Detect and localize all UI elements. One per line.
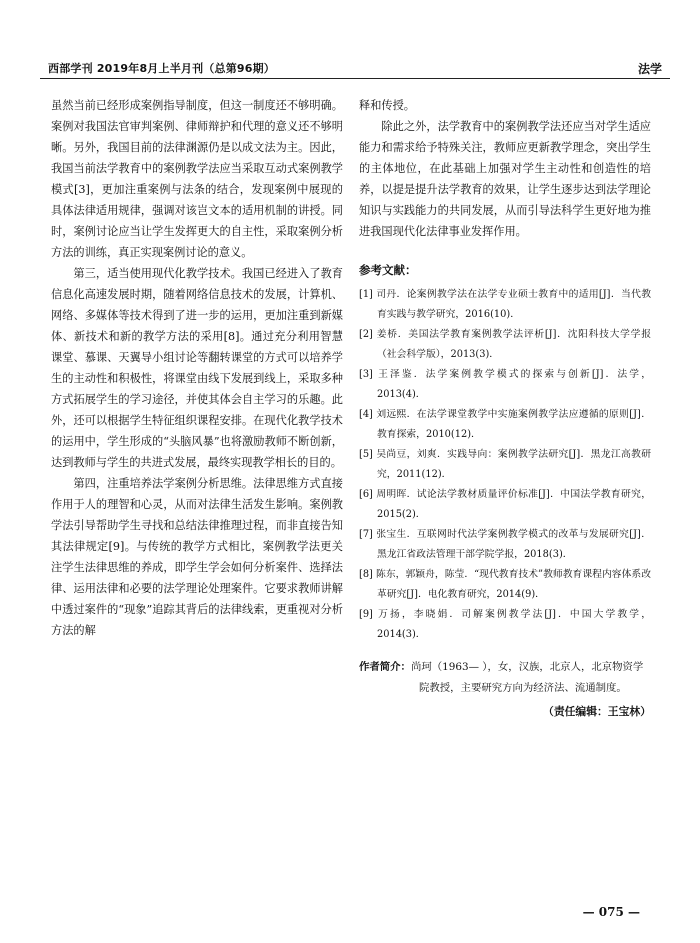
author-line-2: 院教授，主要研究方向为经济法、流通制度。 bbox=[419, 682, 627, 694]
left-column bbox=[51, 95, 343, 641]
journal-title: 西部学刊 2019年8月上半月刊（总第96期） bbox=[48, 62, 276, 75]
author-bio bbox=[359, 657, 651, 699]
references-title: 参考文献： bbox=[359, 263, 417, 277]
reference-item: [5] 吴尚豆，刘爽．实践导向：案例教学法研究[J]．黑龙江高教研究，2011(12)． bbox=[359, 449, 651, 480]
section-name: 法学 bbox=[637, 62, 662, 76]
body-paragraph: 第三，适当使用现代化教学技术。我国已经进入了教育信息化高速发展时期，随着网络信息技术的发展，计算机、网络、多媒体等技术得到了进一步的运用，更加注重到新媒体、新技术和新的教学方法的采用[8]。通过充分利用智慧课堂、慕课、天翼导小组讨论等翻转课堂的方式可以培养学生的主动性和积极性，将课堂由线下发展到线上，采取多种方式拓展学生的学习途径，并使其体会自主学习的乐趣。此外，还可以根据学生特征组织课程安排。在现代化教学技术的运用中，学生形成的“头脑风暴”也将激励教师不断创新，达到教师与学生的共进式发展，最终实现教学相长的目的。 bbox=[51, 267, 343, 469]
header-rule bbox=[40, 78, 670, 79]
body-paragraph: 释和传授。 bbox=[359, 99, 415, 112]
reference-item: [7] 张宝生．互联网时代法学案例教学模式的改革与发展研究[J]．黑龙江省政法管理干部学院学报，2018(3)． bbox=[359, 529, 651, 560]
page-header bbox=[40, 58, 670, 78]
reference-item: [9] 万扬，李晓娟．司解案例教学法[J]．中国大学教学，2014(3)． bbox=[359, 609, 651, 640]
body-paragraph: 虽然当前已经形成案例指导制度，但这一制度还不够明确。案例对我国法官审判案例、律师辩护和代理的意义还不够明晰。另外，我国目前的法律渊源仍是以成文法为主。因此，我国当前法学教育中的案例教学法应当采取互动式案例教学模式[3]，更加注重案例与法条的结合，发现案例中展现的具体法律适用规律，强调对该岂文本的适用机制的讲授。同时，案例讨论应当让学生发挥更大的自主性，采取案例分析方法的训练，真正实现案例讨论的意义。 bbox=[51, 99, 343, 259]
reference-item: [4] 刘远熙．在法学课堂教学中实施案例教学法应遵循的原则[J]．教育探索，2010(12)． bbox=[359, 409, 651, 440]
author-label: 作者简介： bbox=[359, 661, 411, 673]
author-line-1: 尚珂（1963— ），女，汉族，北京人，北京物资学 bbox=[410, 661, 644, 673]
page-number: — 075 — bbox=[582, 905, 640, 919]
reference-item: [1] 司丹．论案例教学法在法学专业硕士教育中的适用[J]．当代教育实践与教学研究，2016(10)． bbox=[359, 289, 651, 320]
body-paragraph: 除此之外，法学教育中的案例教学法还应当对学生适应能力和需求给予特殊关注，教师应更新教学理念，突出学生的主体地位，在此基础上加强对学生主动性和创造性的培养，以提是提升法学教育的效果，让学生逐步达到法学理论知识与实践能力的共同发展，从而引导法科学生更好地为推进我国现代化法律事业发挥作用。 bbox=[359, 120, 651, 238]
reference-item: [8] 陈东，郭颖舟，陈莹．“现代教育技术”教师教育课程内容体系改革研究[J]．电化教育研究，2014(9)． bbox=[359, 569, 651, 600]
reference-item: [3] 王泽鉴．法学案例教学模式的探索与创新[J]．法学，2013(4)． bbox=[359, 369, 651, 400]
body-paragraph: 第四，注重培养法学案例分析思维。法律思维方式直接作用于人的理智和心灵，从而对法律生活发生影响。案例教学法引导帮助学生寻找和总结法律推理过程，而非直接告知其法律规定[9]。与传统的教学方式相比，案例教学法更关注学生法律思维的养成，即学生学会如何分析案件、选择法律、运用法律和必要的法学理论处理案件。它要求教师讲解中透过案件的“现象”追踪其背后的法律线索，更重视对分析方法的解 bbox=[51, 477, 343, 637]
reference-item: [6] 周明晖．试论法学教材质量评价标准[J]．中国法学教育研究，2015(2)． bbox=[359, 489, 651, 520]
reference-item: [2] 姜桥．美国法学教育案例教学法评析[J]．沈阳科技大学学报（社会科学版），2013(3)． bbox=[359, 329, 651, 360]
right-column bbox=[359, 95, 651, 722]
responsible-editor: （责任编辑：王宝林） bbox=[543, 705, 651, 718]
